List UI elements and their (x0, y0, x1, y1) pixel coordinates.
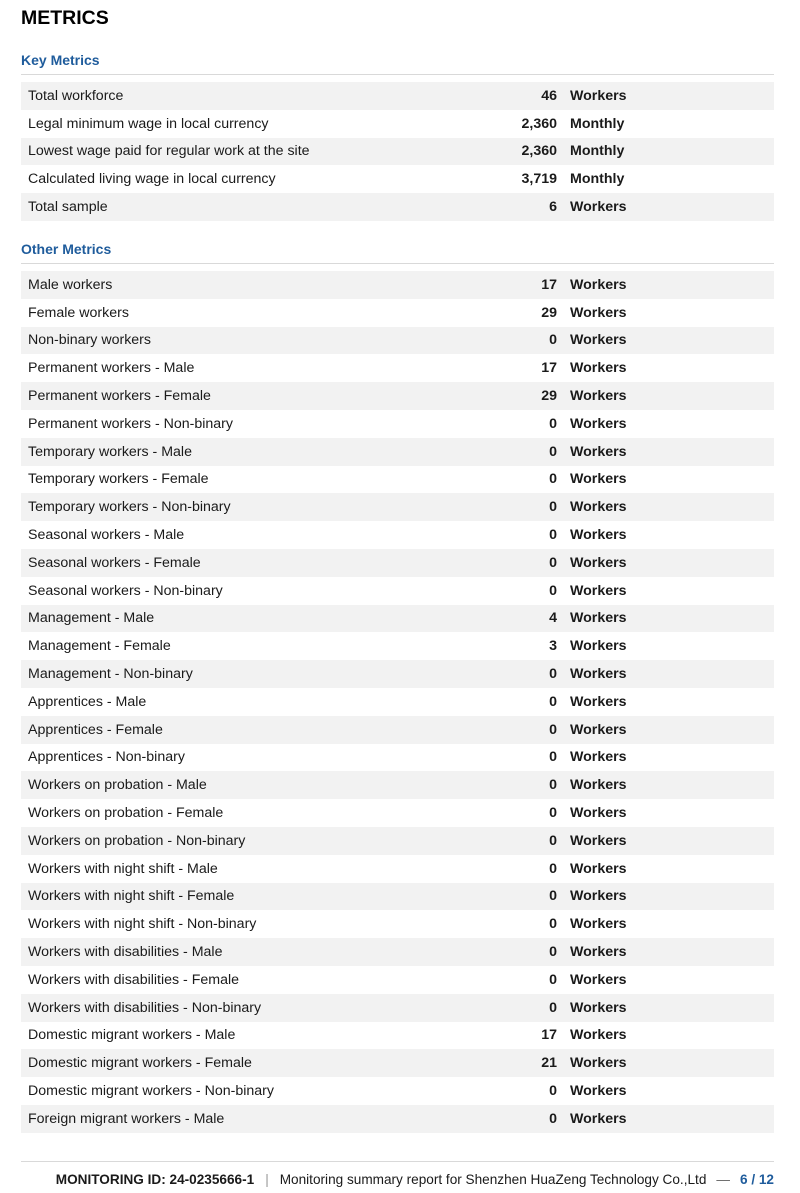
metric-value: 17 (541, 1027, 557, 1044)
metric-label: Workers with night shift - Female (28, 888, 235, 905)
metric-unit: Workers (570, 777, 627, 794)
key-metrics-table (21, 82, 774, 221)
report-title: Monitoring summary report for Shenzhen HuaZeng Technology Co.,Ltd (279, 1172, 707, 1187)
metric-value: 0 (549, 554, 557, 571)
metric-unit: Workers (570, 199, 627, 216)
metric-label: Foreign migrant workers - Male (28, 1110, 225, 1127)
metric-row (21, 354, 774, 382)
metric-row (21, 910, 774, 938)
page-number: 6 / 12 (739, 1172, 774, 1187)
metric-value: 3 (549, 638, 557, 655)
metric-unit: Workers (570, 749, 627, 766)
metric-unit: Workers (570, 582, 627, 599)
metric-unit: Workers (570, 276, 627, 293)
metric-row (21, 632, 774, 660)
metric-row (21, 438, 774, 466)
metric-unit: Workers (570, 638, 627, 655)
metric-label: Workers on probation - Female (28, 805, 224, 822)
metric-label: Seasonal workers - Female (28, 554, 201, 571)
key-metrics-heading: Key Metrics (21, 52, 100, 68)
metric-value: 0 (549, 471, 557, 488)
metric-row (21, 299, 774, 327)
footer-separator: | (265, 1172, 269, 1187)
metric-label: Temporary workers - Female (28, 471, 209, 488)
metric-unit: Workers (570, 415, 627, 432)
metric-label: Female workers (28, 304, 129, 321)
metric-unit: Monthly (570, 115, 625, 132)
metric-value: 4 (549, 610, 557, 627)
metric-label: Workers with disabilities - Male (28, 944, 223, 961)
metric-unit: Workers (570, 388, 627, 405)
metric-value: 0 (549, 971, 557, 988)
metric-row (21, 688, 774, 716)
metric-unit: Workers (570, 999, 627, 1016)
metric-value: 2,360 (521, 115, 557, 132)
metric-row (21, 466, 774, 494)
metric-unit: Workers (570, 332, 627, 349)
metric-row (21, 744, 774, 772)
metric-value: 46 (541, 87, 557, 104)
metric-value: 0 (549, 1083, 557, 1099)
metric-row (21, 605, 774, 633)
metric-row (21, 410, 774, 438)
metric-value: 0 (549, 1110, 557, 1127)
metric-label: Apprentices - Female (28, 721, 163, 738)
metric-value: 0 (549, 999, 557, 1016)
metric-label: Calculated living wage in local currency (28, 171, 276, 188)
metric-value: 0 (549, 527, 557, 544)
metric-unit: Workers (570, 1083, 627, 1099)
metric-label: Male workers (28, 276, 113, 293)
metric-label: Management - Non-binary (28, 666, 193, 683)
metric-row (21, 110, 774, 138)
page-footer (56, 1172, 774, 1187)
metric-value: 0 (549, 805, 557, 822)
metric-unit: Workers (570, 360, 627, 377)
metric-unit: Workers (570, 1055, 627, 1072)
metric-label: Permanent workers - Male (28, 360, 195, 377)
metric-value: 17 (541, 360, 557, 377)
metric-row (21, 521, 774, 549)
metric-value: 0 (549, 832, 557, 849)
metric-label: Legal minimum wage in local currency (28, 115, 269, 132)
metric-value: 0 (549, 944, 557, 961)
metric-label: Temporary workers - Male (28, 443, 192, 460)
metric-row (21, 138, 774, 166)
metric-unit: Workers (570, 916, 627, 933)
metric-row (21, 327, 774, 355)
metric-unit: Monthly (570, 143, 625, 160)
metric-unit: Workers (570, 832, 627, 849)
metric-unit: Workers (570, 499, 627, 516)
metric-row (21, 716, 774, 744)
metric-label: Temporary workers - Non-binary (28, 499, 231, 516)
metric-unit: Workers (570, 888, 627, 905)
metric-row (21, 82, 774, 110)
metric-value: 0 (549, 721, 557, 738)
metric-row (21, 771, 774, 799)
metric-value: 0 (549, 666, 557, 683)
metric-unit: Workers (570, 944, 627, 961)
metric-row (21, 855, 774, 883)
metric-row (21, 799, 774, 827)
metric-value: 2,360 (521, 143, 557, 160)
metric-value: 3,719 (521, 171, 557, 188)
metric-value: 6 (549, 199, 557, 216)
metric-unit: Workers (570, 443, 627, 460)
key-metrics-divider (21, 74, 774, 75)
metric-row (21, 994, 774, 1022)
metric-label: Lowest wage paid for regular work at the site (28, 143, 310, 160)
metric-row (21, 660, 774, 688)
metric-value: 0 (549, 888, 557, 905)
metric-row (21, 271, 774, 299)
metric-value: 0 (549, 582, 557, 599)
metric-unit: Workers (570, 527, 627, 544)
page-title: METRICS (21, 7, 109, 29)
other-metrics-divider (21, 263, 774, 264)
metric-label: Management - Male (28, 610, 155, 627)
metric-row (21, 1105, 774, 1133)
metric-unit: Workers (570, 610, 627, 627)
metric-value: 21 (541, 1055, 557, 1072)
metric-row (21, 549, 774, 577)
metric-row (21, 493, 774, 521)
metric-label: Permanent workers - Female (28, 388, 211, 405)
metric-label: Workers on probation - Male (28, 777, 207, 794)
metric-unit: Workers (570, 666, 627, 683)
metric-value: 0 (549, 443, 557, 460)
metric-row (21, 1077, 774, 1105)
other-metrics-table (21, 271, 774, 1133)
footer-dash: — (716, 1172, 730, 1187)
metric-unit: Workers (570, 693, 627, 710)
metric-row (21, 966, 774, 994)
metric-value: 29 (541, 388, 557, 405)
metric-label: Seasonal workers - Male (28, 527, 185, 544)
metric-row (21, 1022, 774, 1050)
metric-label: Workers on probation - Non-binary (28, 832, 246, 849)
metric-label: Management - Female (28, 638, 171, 655)
metric-label: Seasonal workers - Non-binary (28, 582, 223, 599)
metric-value: 17 (541, 276, 557, 293)
metric-row (21, 577, 774, 605)
metric-value: 0 (549, 916, 557, 933)
metric-value: 0 (549, 777, 557, 794)
metric-row (21, 827, 774, 855)
metric-value: 0 (549, 332, 557, 349)
metric-label: Apprentices - Non-binary (28, 749, 185, 766)
metric-row (21, 193, 774, 221)
metric-row (21, 165, 774, 193)
metric-label: Permanent workers - Non-binary (28, 415, 234, 432)
metric-label: Workers with night shift - Non-binary (28, 916, 257, 933)
other-metrics-heading: Other Metrics (21, 241, 112, 257)
metric-unit: Monthly (570, 171, 625, 188)
metric-value: 0 (549, 415, 557, 432)
metric-label: Domestic migrant workers - Female (28, 1055, 252, 1072)
metric-label: Domestic migrant workers - Non-binary (28, 1083, 274, 1099)
metric-unit: Workers (570, 1110, 627, 1127)
metric-value: 0 (549, 693, 557, 710)
metric-unit: Workers (570, 971, 627, 988)
metric-value: 0 (549, 860, 557, 877)
metric-unit: Workers (570, 304, 627, 321)
monitoring-id: MONITORING ID: 24-0235666-1 (55, 1172, 255, 1187)
metric-label: Domestic migrant workers - Male (28, 1027, 236, 1044)
metric-label: Non-binary workers (28, 332, 151, 349)
metric-value: 0 (549, 499, 557, 516)
metric-unit: Workers (570, 554, 627, 571)
metric-label: Apprentices - Male (28, 693, 147, 710)
metric-row (21, 938, 774, 966)
metric-unit: Workers (570, 860, 627, 877)
metric-unit: Workers (570, 805, 627, 822)
metric-label: Total sample (28, 199, 108, 216)
metric-row (21, 382, 774, 410)
metric-unit: Workers (570, 721, 627, 738)
metric-row (21, 883, 774, 911)
metric-label: Workers with disabilities - Non-binary (28, 999, 262, 1016)
metric-label: Workers with night shift - Male (28, 860, 218, 877)
metric-label: Total workforce (28, 87, 124, 104)
metric-unit: Workers (570, 1027, 627, 1044)
metric-value: 0 (549, 749, 557, 766)
metric-unit: Workers (570, 471, 627, 488)
metric-value: 29 (541, 304, 557, 321)
metric-row (21, 1049, 774, 1077)
metric-label: Workers with disabilities - Female (28, 971, 240, 988)
metric-unit: Workers (570, 87, 627, 104)
footer-divider (21, 1161, 774, 1162)
